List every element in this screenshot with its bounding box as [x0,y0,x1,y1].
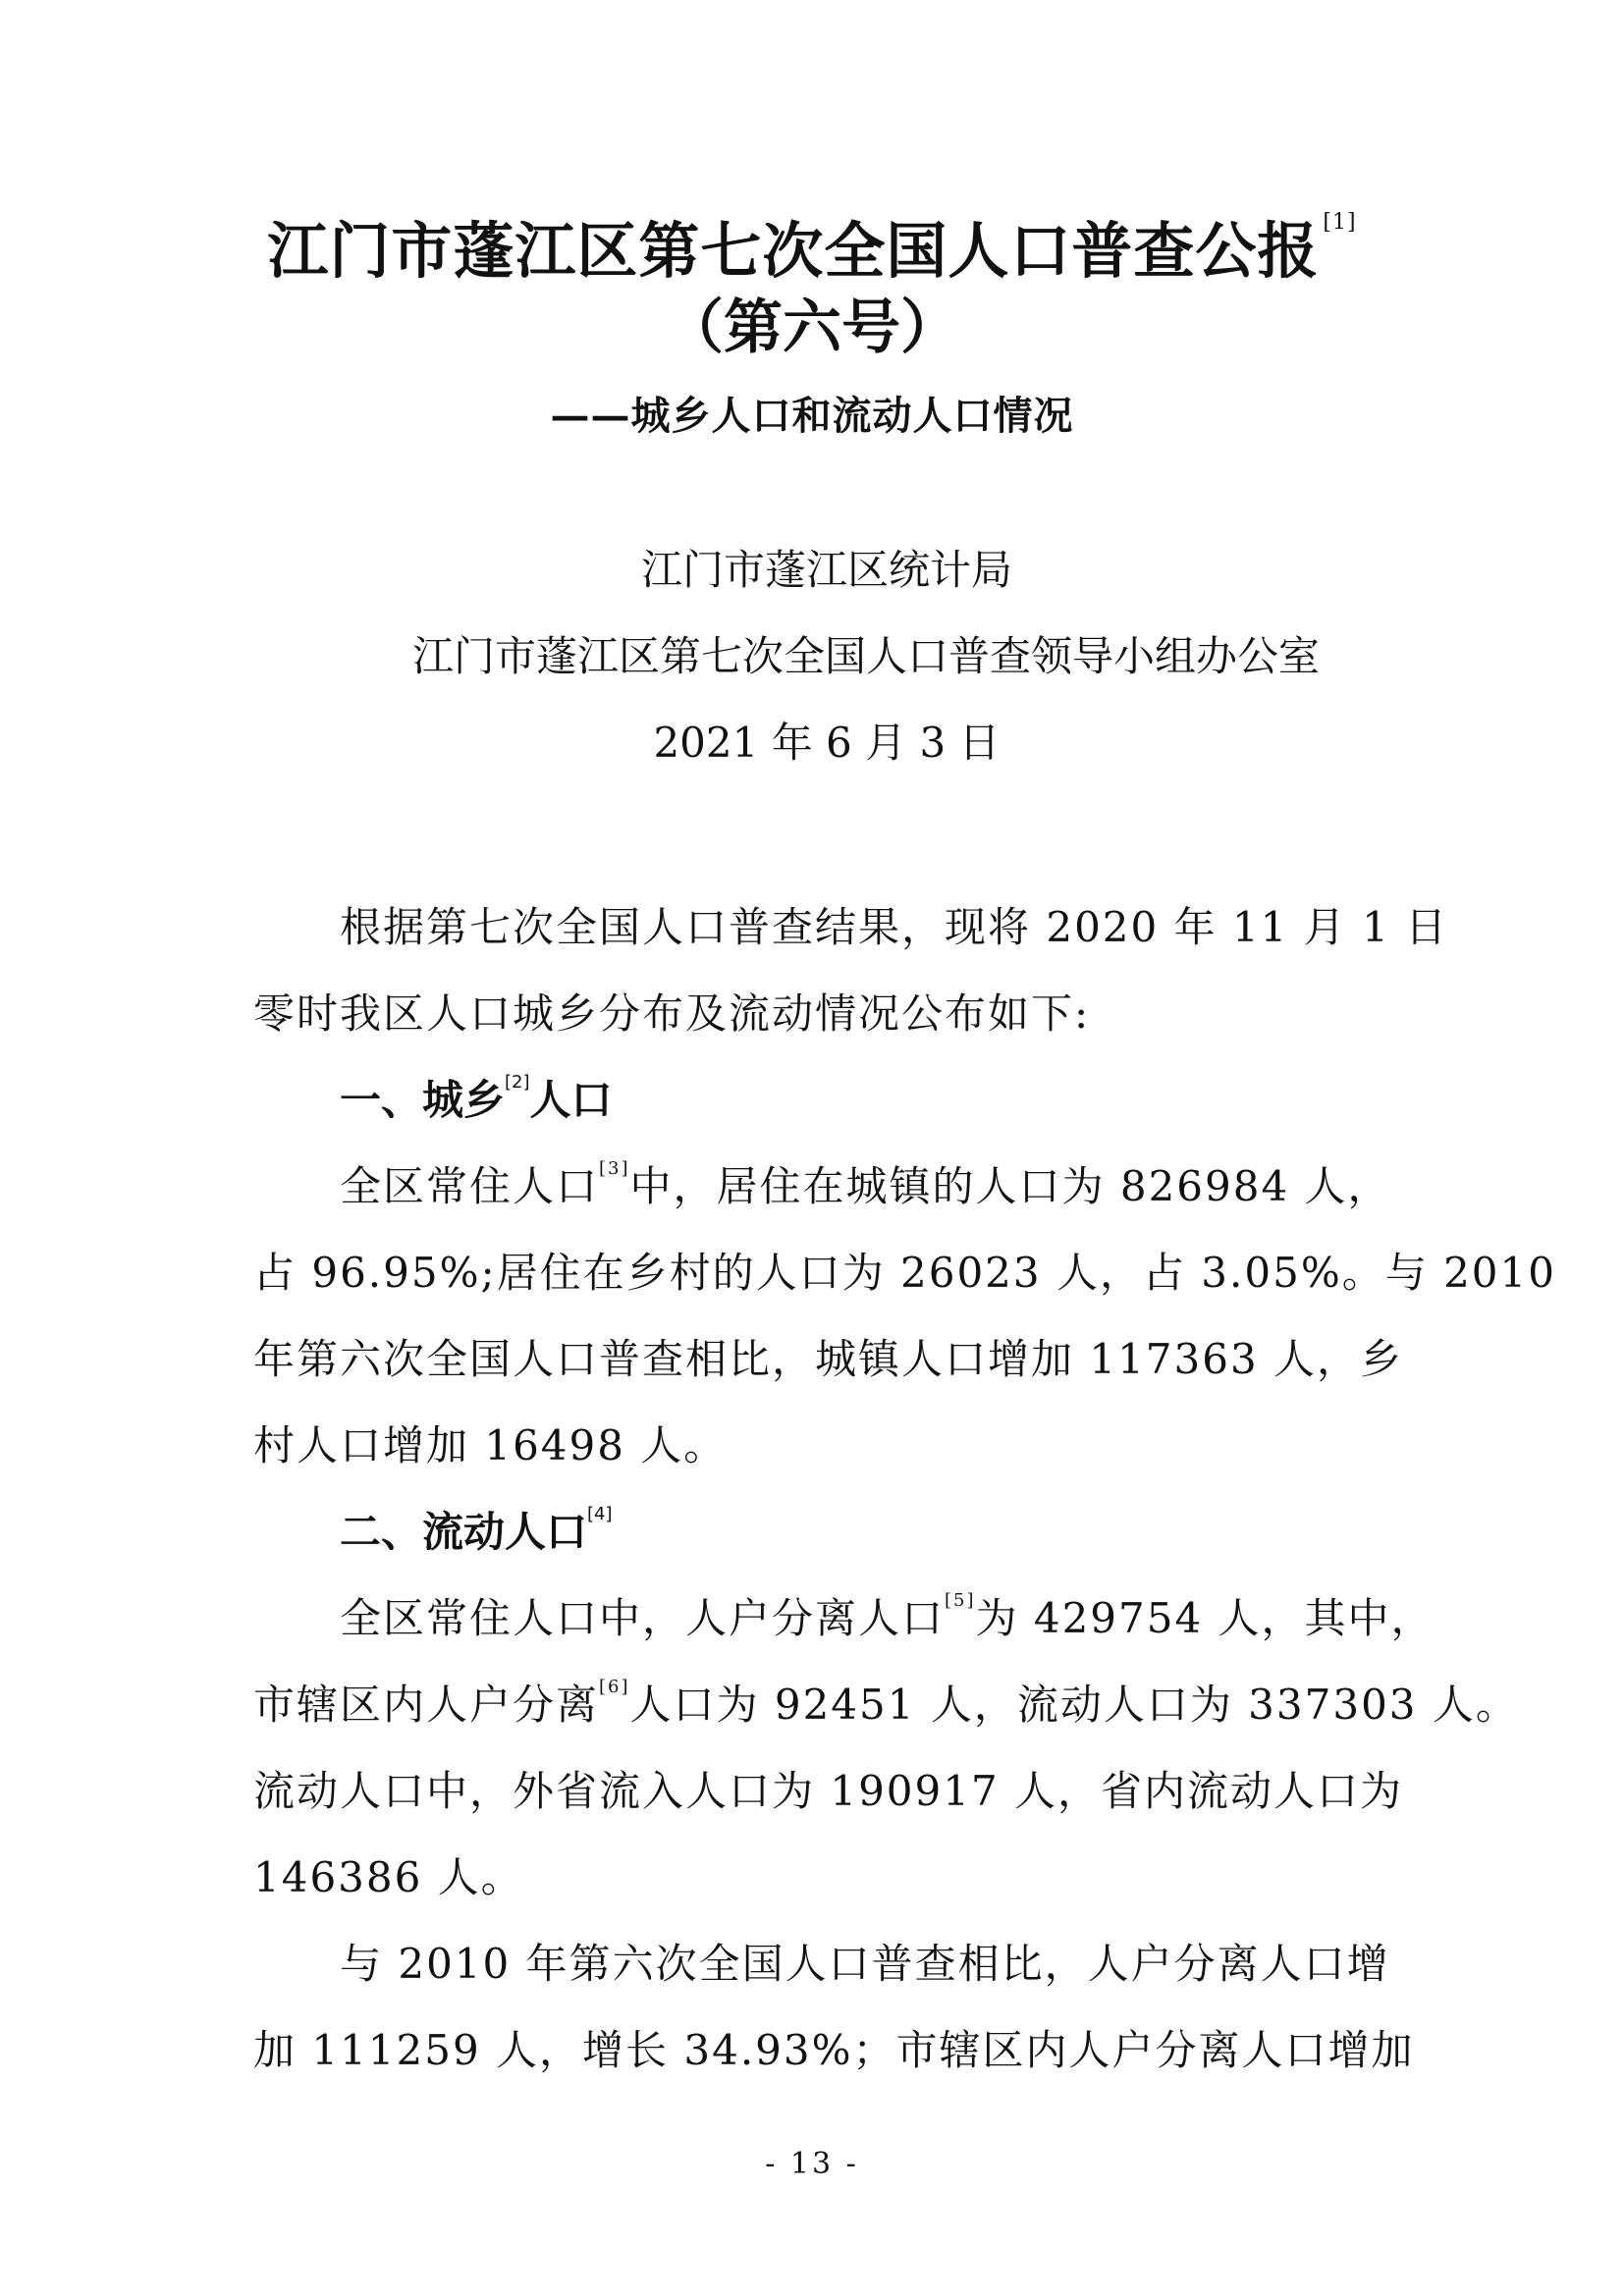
footnote-ref: [4] [587,1504,613,1524]
page-number: - 13 - [765,2147,859,2181]
intro-line-2: 零时我区人口城乡分布及流动情况公布如下: [253,989,1091,1038]
issuer-office: 江门市蓬江区第七次全国人口普查领导小组办公室 [411,632,1320,680]
issuer-bureau: 江门市蓬江区统计局 [640,546,1012,594]
footnote-ref: [1] [1323,210,1357,235]
section-heading-urban-rural: 一、城乡[2]人口 [340,1072,613,1124]
paragraph-line: 村人口增加 16498 人。 [253,1421,728,1469]
paragraph-line: 加 111259 人，增长 34.93%；市辖区内人户分离人口增加 [253,2026,1415,2074]
paragraph-line: 全区常住人口中，人户分离人口[5]为 429754 人，其中， [340,1590,1435,1642]
paragraph-line: 全区常住人口[3]中，居住在城镇的人口为 826984 人， [340,1158,1391,1210]
footnote-ref: [3] [599,1158,630,1179]
report-issue-number: （第六号） [665,294,959,362]
paragraph-line: 占 96.95%;居住在乡村的人口为 26023 人，占 3.05%。与 2010 [253,1249,1556,1297]
paragraph-line: 年第六次全国人口普查相比，城镇人口增加 117363 人，乡 [253,1335,1404,1383]
report-subtitle: ——城乡人口和流动人口情况 [550,393,1074,439]
paragraph-line: 146386 人。 [253,1853,524,1901]
footnote-ref: [2] [505,1072,530,1093]
section-heading-floating-population: 二、流动人口[4] [340,1504,613,1556]
footnote-ref: [5] [945,1590,976,1611]
footnote-ref: [6] [599,1677,630,1697]
issue-date: 2021 年 6 月 3 日 [653,719,1001,767]
paragraph-line: 流动人口中，外省流入人口为 190917 人，省内流动人口为 [253,1767,1404,1815]
report-title: 江门市蓬江区第七次全国人口普查公报 [1] [267,210,1357,287]
paragraph-line: 与 2010 年第六次全国人口普查相比，人户分离人口增 [340,1940,1390,1988]
paragraph-line: 市辖区内人户分离[6]人口为 92451 人，流动人口为 337303 人。 [253,1677,1519,1729]
intro-line-1: 根据第七次全国人口普查结果，现将 2020 年 11 月 1 日 [340,903,1449,951]
